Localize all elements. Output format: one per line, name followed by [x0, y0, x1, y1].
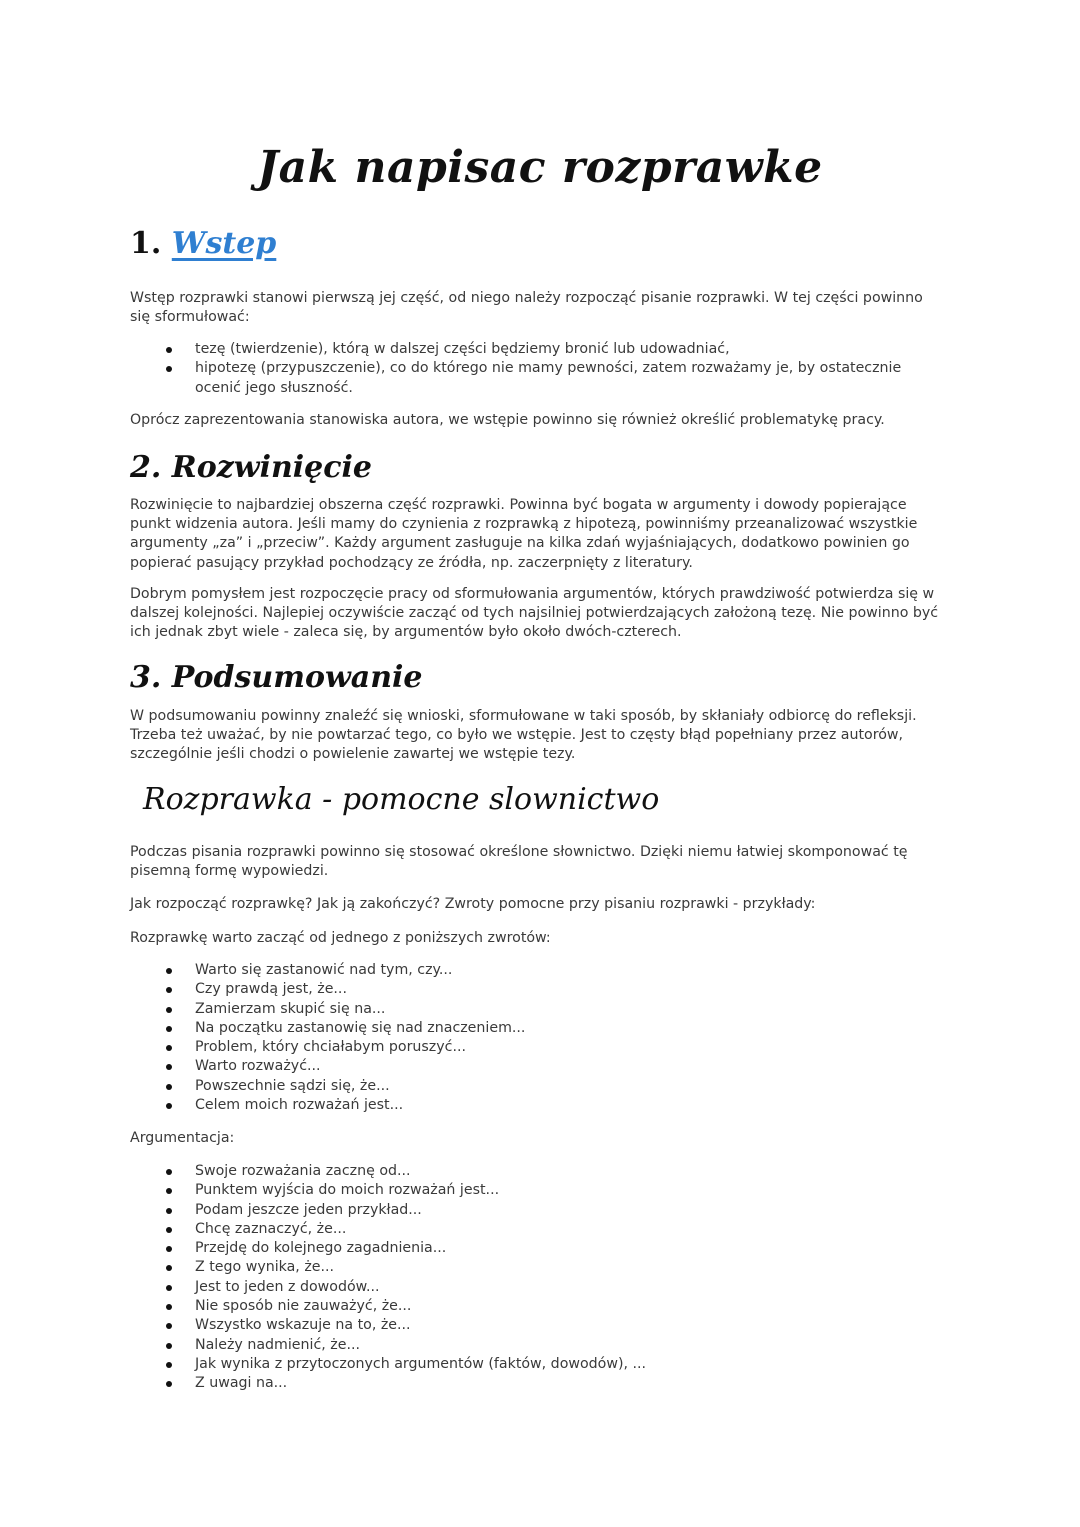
list-item: Swoje rozważania zacznę od... [160, 1162, 646, 1181]
list-item: Na początku zastanowię się nad znaczeniem... [160, 1019, 525, 1038]
wstep-bullet-list [160, 340, 950, 398]
list-item: Problem, który chciałabym poruszyć... [160, 1038, 525, 1057]
rozwiniecie-paragraph-1: Rozwinięcie to najbardziej obszerna część rozprawki. Powinna być bogata w argumenty i dowody popierające punkt widzenia autora. Jeśli mamy do czynienia z rozprawką z hipotezą, powinniśmy przeanalizować wszystkie argumenty „za” i „przeciw”. Każdy argument zasługuje na kilka zdań wyjaśniających, dodatkowo powinien go popierać pasujący przykład pochodzący ze źródła, np. zaczerpnięty z literatury. [130, 497, 918, 571]
section-heading-rozwiniecie: 2. Rozwinięcie [130, 450, 373, 485]
list-item: Należy nadmienić, że... [160, 1336, 646, 1355]
list-item: Chcę zaznaczyć, że... [160, 1220, 646, 1239]
podsumowanie-paragraph: W podsumowaniu powinny znaleźć się wnioski, sformułowane w taki sposób, by skłaniały odbiorcę do refleksji. Trzeba też uważać, by nie powtarzać tego, co było we wstępie. Jest to częsty błąd popełniany przez autorów, szczególnie jeśli chodzi o powielenie zawartej we wstępie tezy. [130, 708, 917, 763]
section-heading-podsumowanie: 3. Podsumowanie [130, 660, 423, 695]
list-item: Warto się zastanowić nad tym, czy... [160, 961, 525, 980]
list-item: Zamierzam skupić się na... [160, 1000, 525, 1019]
list-item: Podam jeszcze jeden przykład... [160, 1201, 646, 1220]
list-item: Warto rozważyć... [160, 1057, 525, 1076]
list-item: Powszechnie sądzi się, że... [160, 1077, 525, 1096]
list-item: Z tego wynika, że... [160, 1258, 646, 1277]
start-phrases-list [160, 961, 525, 1115]
slownictwo-paragraph-2: Jak rozpocząć rozprawkę? Jak ją zakończyć? Zwroty pomocne przy pisaniu rozprawki - przykłady: [130, 896, 816, 912]
list-item: Czy prawdą jest, że... [160, 980, 525, 999]
section-heading-slownictwo: Rozprawka - pomocne slownictwo [143, 782, 660, 817]
wstep-paragraph-1: Wstęp rozprawki stanowi pierwszą jej część, od niego należy rozpocząć pisanie rozprawki. W tej części powinno się sformułować: [130, 290, 923, 326]
list-item: Jest to jeden z dowodów... [160, 1278, 646, 1297]
list-item: Punktem wyjścia do moich rozważań jest... [160, 1181, 646, 1200]
argument-phrases-list [160, 1162, 646, 1394]
list-item: tezę (twierdzenie), którą w dalszej części będziemy bronić lub udowadniać, [160, 340, 950, 359]
section-heading-wstep [130, 226, 276, 261]
argumentation-label: Argumentacja: [130, 1130, 235, 1146]
rozwiniecie-paragraph-2: Dobrym pomysłem jest rozpoczęcie pracy od sformułowania argumentów, których prawdziwość potwierdza się w dalszej kolejności. Najlepiej oczywiście zacząć od tych najsilniej potwierdzających założoną tezę. Nie powinno być ich jednak zbyt wiele - zaleca się, by argumentów było około dwóch-czterech. [130, 586, 939, 641]
list-item: Jak wynika z przytoczonych argumentów (faktów, dowodów), ... [160, 1355, 646, 1374]
page-title: Jak napisac rozprawke [257, 142, 823, 193]
section-link-wstep[interactable]: Wstep [171, 226, 277, 261]
list-item: Wszystko wskazuje na to, że... [160, 1316, 646, 1335]
slownictwo-paragraph-3: Rozprawkę warto zacząć od jednego z poniższych zwrotów: [130, 930, 551, 946]
list-item: hipotezę (przypuszczenie), co do którego nie mamy pewności, zatem rozważamy je, by ostatecznie ocenić jego słuszność. [160, 359, 950, 398]
list-item: Z uwagi na... [160, 1374, 646, 1393]
list-item: Celem moich rozważań jest... [160, 1096, 525, 1115]
wstep-paragraph-2: Oprócz zaprezentowania stanowiska autora, we wstępie powinno się również określić problematykę pracy. [130, 412, 885, 428]
list-item: Przejdę do kolejnego zagadnienia... [160, 1239, 646, 1258]
section-number: 1. [130, 226, 162, 261]
slownictwo-paragraph-1: Podczas pisania rozprawki powinno się stosować określone słownictwo. Dzięki niemu łatwiej skomponować tę pisemną formę wypowiedzi. [130, 844, 908, 880]
list-item: Nie sposób nie zauważyć, że... [160, 1297, 646, 1316]
